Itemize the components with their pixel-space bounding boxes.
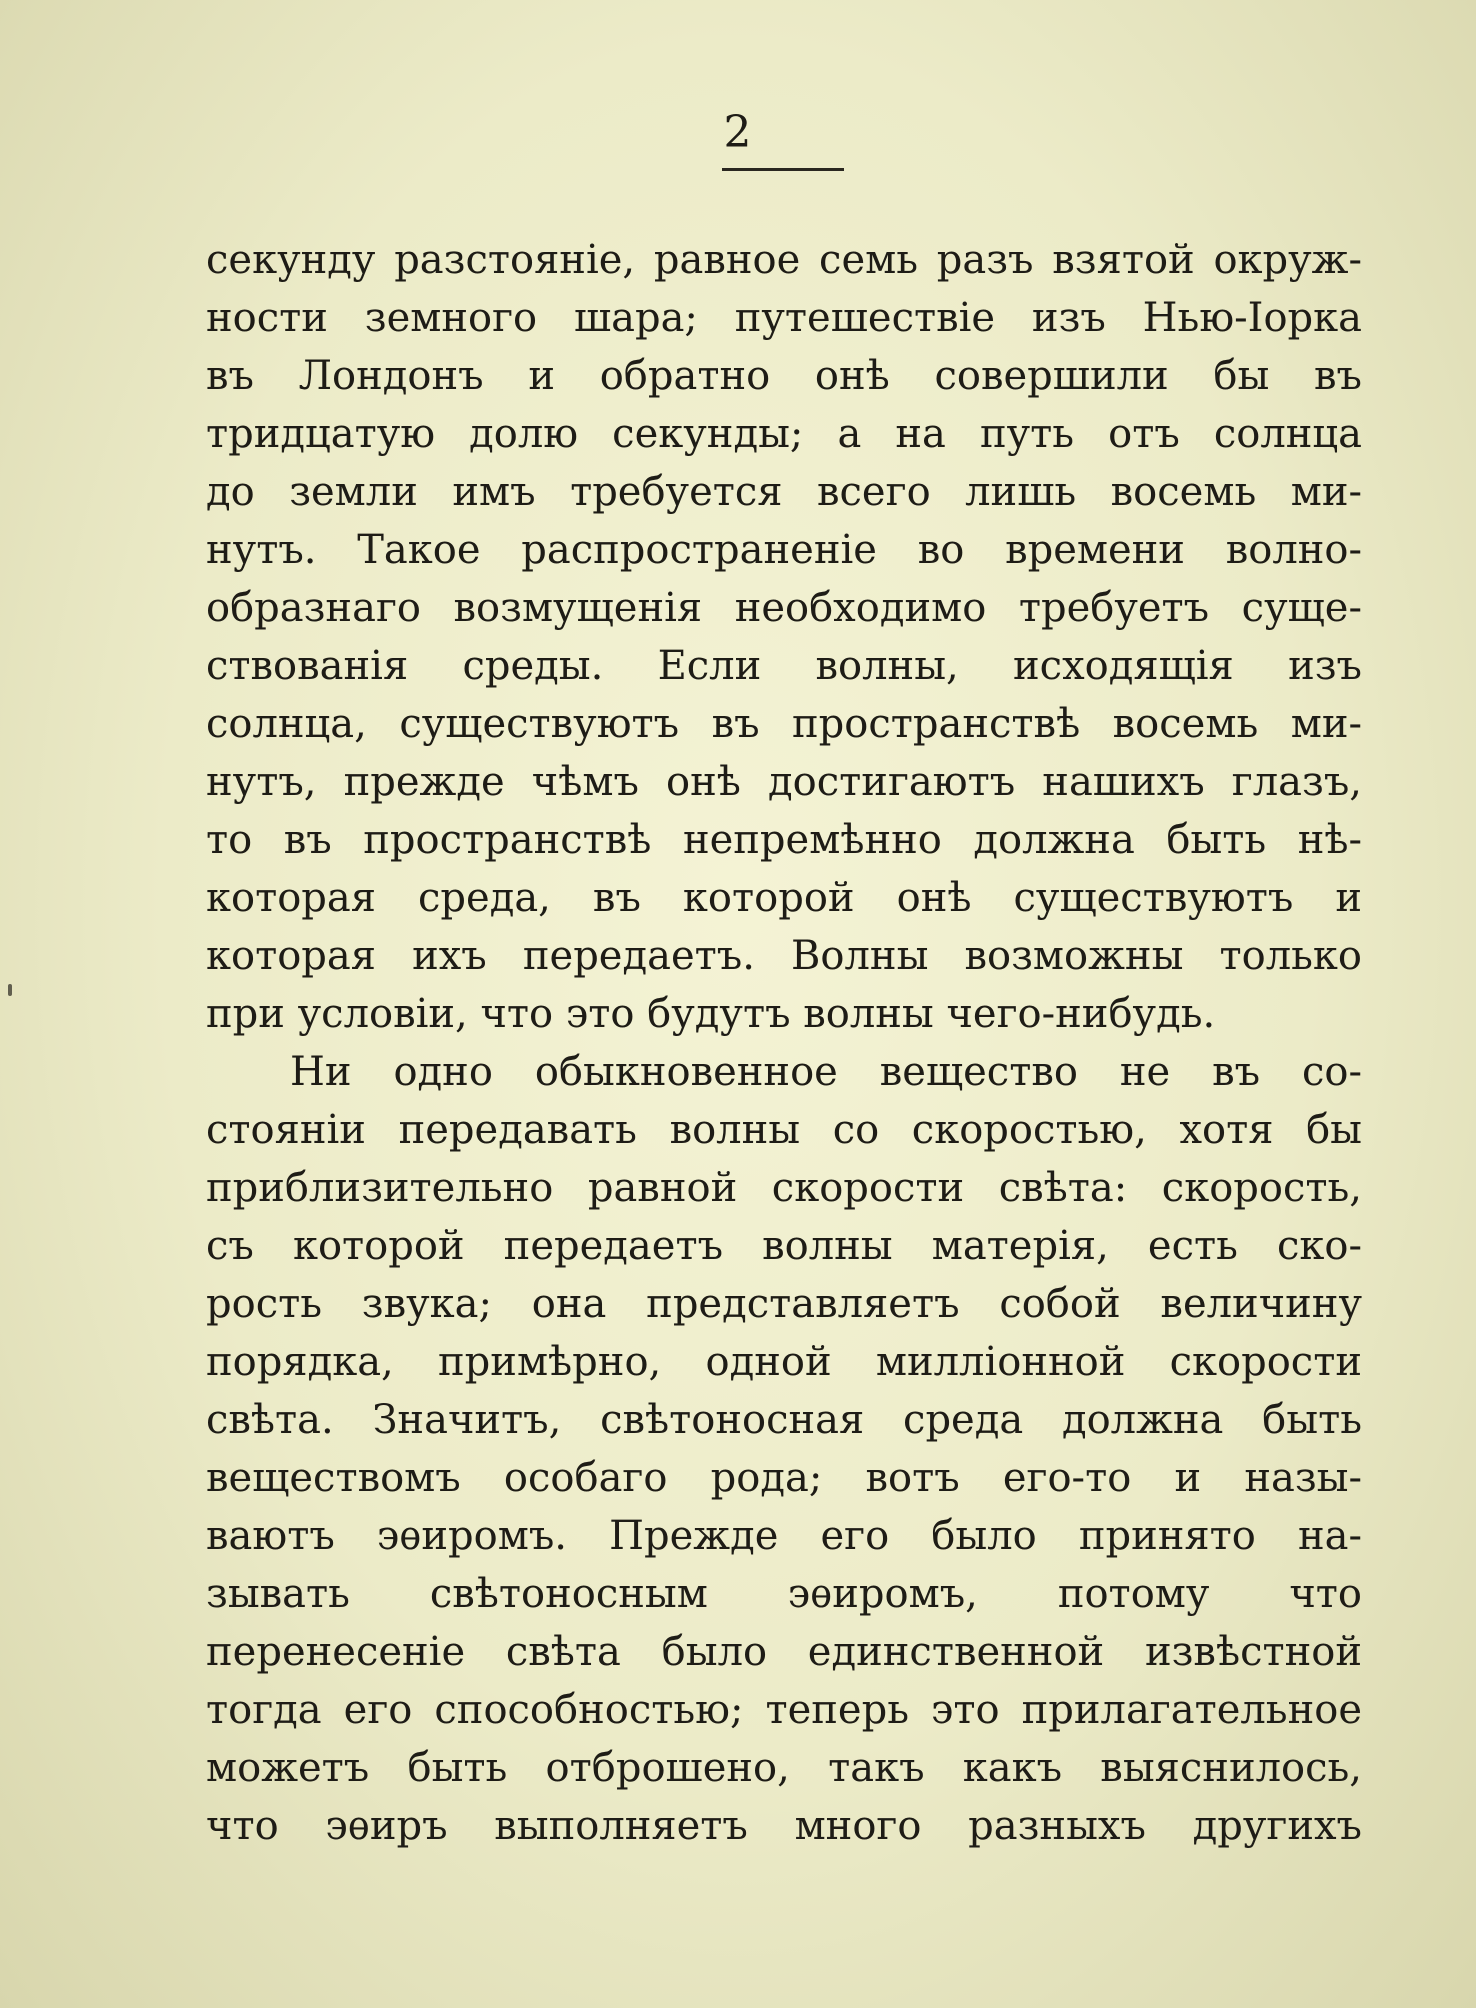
text-line: порядка, примѣрно, одной милліонной скорости: [206, 1339, 1362, 1385]
text-line: тридцатую долю секунды; а на путь отъ солнца: [206, 411, 1362, 457]
text-line: въ Лондонъ и обратно онѣ совершили бы въ: [206, 353, 1362, 399]
text-line: ваютъ эѳиромъ. Прежде его было принято на-: [206, 1513, 1362, 1559]
margin-speck: [8, 984, 12, 996]
text-line: перенесеніе свѣта было единственной извѣстной: [206, 1629, 1362, 1675]
text-line: тогда его способностью; теперь это прилагательное: [206, 1687, 1362, 1733]
header-rule: [722, 168, 844, 171]
text-line: при условіи, что это будутъ волны чего-нибудь.: [206, 991, 1216, 1037]
text-line: рость звука; она представляетъ собой величину: [206, 1281, 1362, 1327]
text-line: ствованія среды. Если волны, исходящія изъ: [206, 643, 1362, 689]
text-line: которая ихъ передаетъ. Волны возможны только: [206, 933, 1362, 979]
text-line: зывать свѣтоносным эѳиромъ, потому что: [206, 1571, 1362, 1617]
text-line: стояніи передавать волны со скоростью, хотя бы: [206, 1107, 1362, 1153]
text-line: нутъ. Такое распространеніе во времени волно-: [206, 527, 1362, 573]
text-line: образнаго возмущенія необходимо требуетъ суще-: [206, 585, 1362, 631]
text-line: ности земного шара; путешествіе изъ Нью-Іорка: [206, 295, 1362, 341]
text-line: приблизительно равной скорости свѣта: скорость,: [206, 1165, 1362, 1211]
text-line: веществомъ особаго рода; вотъ его-то и назы-: [206, 1455, 1362, 1501]
text-line: то въ пространствѣ непремѣнно должна быть нѣ-: [206, 817, 1362, 863]
text-line: Ни одно обыкновенное вещество не въ со-: [290, 1049, 1362, 1095]
text-line: которая среда, въ которой онѣ существуютъ и: [206, 875, 1362, 921]
text-line: можетъ быть отброшено, такъ какъ выяснилось,: [206, 1745, 1362, 1791]
text-line: свѣта. Значитъ, свѣтоносная среда должна быть: [206, 1397, 1362, 1443]
body-text: [206, 231, 1362, 1855]
text-line: до земли имъ требуется всего лишь восемь ми-: [206, 469, 1362, 515]
text-line: секунду разстояніе, равное семь разъ взятой окруж-: [206, 237, 1362, 283]
text-line: съ которой передаетъ волны матерія, есть ско-: [206, 1223, 1362, 1269]
text-line: солнца, существуютъ въ пространствѣ восемь ми-: [206, 701, 1362, 747]
text-line: что эѳиръ выполняетъ много разныхъ другихъ: [206, 1803, 1362, 1849]
page-number: 2: [723, 107, 753, 158]
text-line: нутъ, прежде чѣмъ онѣ достигаютъ нашихъ глазъ,: [206, 759, 1362, 805]
